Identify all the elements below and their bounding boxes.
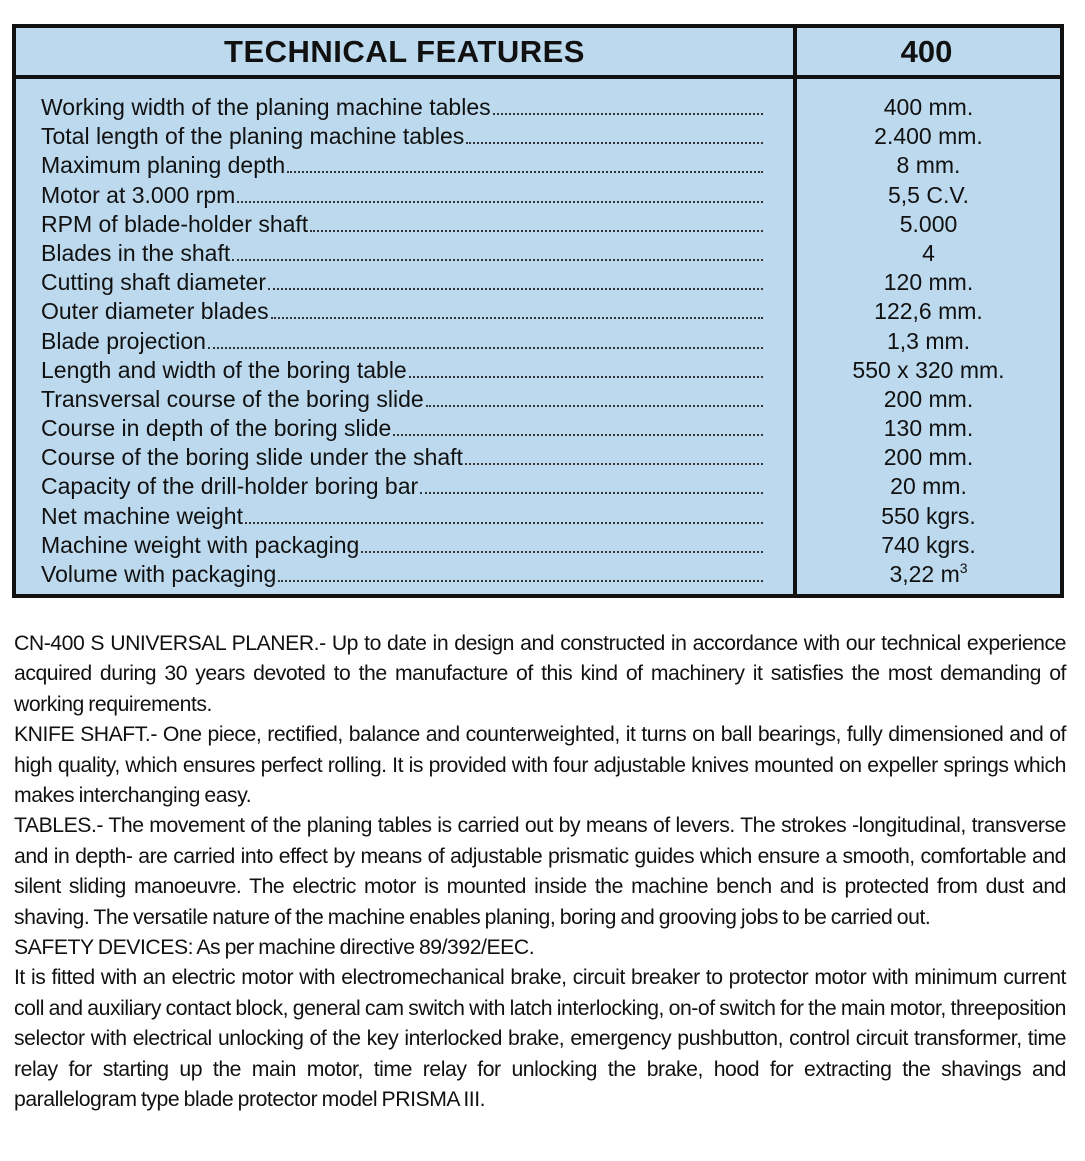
spec-label-text: Working width of the planing machine tables: [41, 94, 491, 120]
spec-label-text: Motor at 3.000 rpm: [41, 181, 236, 208]
dot-leader: [278, 580, 763, 582]
spec-label: [41, 472, 763, 501]
spec-label-text: Length and width of the boring table: [41, 356, 407, 383]
spec-value: [797, 560, 1060, 589]
table-row: [16, 181, 1060, 210]
spec-label: [41, 93, 763, 122]
spec-label: [41, 560, 763, 589]
product-description: [14, 629, 1066, 1116]
table-row: [16, 210, 1060, 239]
spec-value: [797, 210, 1060, 239]
dot-leader: [409, 376, 763, 378]
dot-leader: [208, 347, 763, 349]
spec-value-text: 740 kgrs.: [881, 531, 976, 558]
dot-leader: [465, 463, 763, 465]
spec-value: [797, 531, 1060, 560]
spec-label: [41, 443, 763, 472]
spec-value-text: 130 mm.: [883, 415, 974, 442]
header-technical-features: TECHNICAL FEATURES: [224, 33, 585, 69]
spec-value: [797, 327, 1060, 356]
spec-label: [41, 181, 763, 210]
spec-label-text: Transversal course of the boring slide: [41, 385, 424, 412]
spec-label-text: Course in depth of the boring slide: [41, 415, 392, 442]
spec-value: [797, 414, 1060, 443]
table-row: [16, 268, 1060, 297]
spec-value: [797, 385, 1060, 414]
table-row: [16, 472, 1060, 501]
dot-leader: [393, 434, 763, 436]
header-model-400: 400: [900, 33, 953, 69]
table-row: [16, 297, 1060, 326]
technical-features-table: [12, 24, 1064, 598]
spec-value: [797, 122, 1060, 151]
spec-value: [797, 181, 1060, 210]
spec-label: [41, 531, 763, 560]
table-row: [16, 502, 1060, 531]
spec-label: [41, 385, 763, 414]
spec-label-text: Blades in the shaft: [41, 239, 231, 266]
spec-label: [41, 151, 763, 180]
description-paragraph: SAFETY DEVICES: As per machine directive 89/392/EEC.: [14, 936, 535, 960]
spec-label-text: Cutting shaft diameter: [41, 269, 267, 296]
table-row: [16, 443, 1060, 472]
description-paragraph: KNIFE SHAFT.- One piece, rectified, balance and counterweighted, it turns on ball bearings, fully dimensioned and of high quality, which ensures perfect rolling. It is provided with four adjustable knives mounted on expeller springs which makes interchanging easy.: [14, 723, 1066, 808]
spec-value-text: 5.000: [899, 210, 958, 237]
table-row: [16, 327, 1060, 356]
spec-value-text: 20 mm.: [890, 473, 967, 500]
dot-leader: [245, 522, 763, 524]
spec-label: [41, 414, 763, 443]
table-row: [16, 122, 1060, 151]
spec-value-text: 3,22 m: [889, 561, 960, 587]
spec-rows: [16, 93, 1060, 589]
spec-value-superscript: 3: [959, 560, 968, 576]
dot-leader: [287, 171, 763, 173]
dot-leader: [466, 142, 763, 144]
spec-value: [797, 356, 1060, 385]
table-row: [16, 385, 1060, 414]
spec-value-text: 400 mm.: [883, 94, 974, 120]
spec-value-text: 1,3 mm.: [886, 327, 971, 354]
spec-value: [797, 502, 1060, 531]
spec-value: [797, 297, 1060, 326]
dot-leader: [232, 259, 763, 261]
table-row: [16, 151, 1060, 180]
spec-label-text: Volume with packaging: [41, 561, 277, 587]
spec-value-text: 122,6 mm.: [874, 298, 983, 325]
dot-leader: [493, 113, 763, 115]
spec-label-text: Blade projection: [41, 327, 206, 354]
spec-value-text: 2.400 mm.: [874, 123, 983, 150]
dot-leader: [310, 230, 763, 232]
table-header-row: [16, 28, 1060, 79]
spec-label: [41, 210, 763, 239]
description-paragraph: It is fitted with an electric motor with electromechanical brake, circuit breaker to protector motor with minimum current coll and auxiliary contact block, general cam switch with latch interlocking, on-of switch for the main motor, threeposition selector with electrical unlocking of the key interlocked brake, emergency pushbutton, control circuit transformer, time relay for starting up the main motor, time relay for unlocking the brake, hood for extracting the shavings and parallelogram type blade protector model PRISMA III.: [14, 966, 1066, 1112]
dot-leader: [237, 201, 763, 203]
spec-label: [41, 356, 763, 385]
spec-label-text: Outer diameter blades: [41, 298, 269, 325]
dot-leader: [420, 492, 763, 494]
spec-label: [41, 297, 763, 326]
spec-value-text: 8 mm.: [896, 152, 961, 179]
description-paragraph: TABLES.- The movement of the planing tables is carried out by means of levers. The strokes -longitudinal, transverse and in depth- are carried into effect by means of adjustable prismatic guides which ensure a smooth, comfortable and silent sliding manoeuvre. The electric motor is mounted inside the machine bench and is protected from dust and shaving. The versatile nature of the machine enables planing, boring and grooving jobs to be carried out.: [14, 814, 1066, 929]
spec-label: [41, 268, 763, 297]
spec-label-text: RPM of blade-holder shaft: [41, 210, 309, 237]
spec-label-text: Maximum planing depth: [41, 152, 286, 179]
dot-leader: [361, 551, 763, 553]
dot-leader: [426, 405, 763, 407]
spec-value-text: 4: [922, 239, 935, 266]
spec-label-text: Course of the boring slide under the shaft: [41, 444, 463, 471]
table-row: [16, 93, 1060, 122]
spec-value-text: 550 x 320 mm.: [852, 356, 1005, 383]
table-row: [16, 531, 1060, 560]
spec-label-text: Total length of the planing machine tables: [41, 123, 465, 150]
spec-value: [797, 268, 1060, 297]
spec-value-text: 550 kgrs.: [881, 502, 976, 529]
description-paragraph: CN-400 S UNIVERSAL PLANER.- Up to date in design and constructed in accordance with our technical experience acquired during 30 years devoted to the manufacture of this kind of machinery it satisfies the most demanding of working requirements.: [14, 632, 1066, 716]
spec-value-text: 200 mm.: [883, 385, 974, 412]
spec-label-text: Net machine weight: [41, 502, 243, 529]
spec-value: [797, 239, 1060, 268]
table-row: [16, 239, 1060, 268]
table-row: [16, 356, 1060, 385]
spec-label: [41, 327, 763, 356]
spec-value-text: 5,5 C.V.: [888, 181, 969, 208]
spec-label: [41, 239, 763, 268]
spec-label: [41, 502, 763, 531]
spec-value-text: 200 mm.: [883, 444, 974, 471]
spec-value: [797, 151, 1060, 180]
spec-value: [797, 93, 1060, 122]
table-row: [16, 560, 1060, 589]
dot-leader: [271, 317, 763, 319]
spec-value: [797, 443, 1060, 472]
table-row: [16, 414, 1060, 443]
spec-value: [797, 472, 1060, 501]
spec-label-text: Capacity of the drill-holder boring bar: [41, 473, 419, 500]
spec-value-text: 120 mm.: [883, 269, 974, 296]
spec-label-text: Machine weight with packaging: [41, 531, 360, 558]
dot-leader: [268, 288, 763, 290]
spec-label: [41, 122, 763, 151]
